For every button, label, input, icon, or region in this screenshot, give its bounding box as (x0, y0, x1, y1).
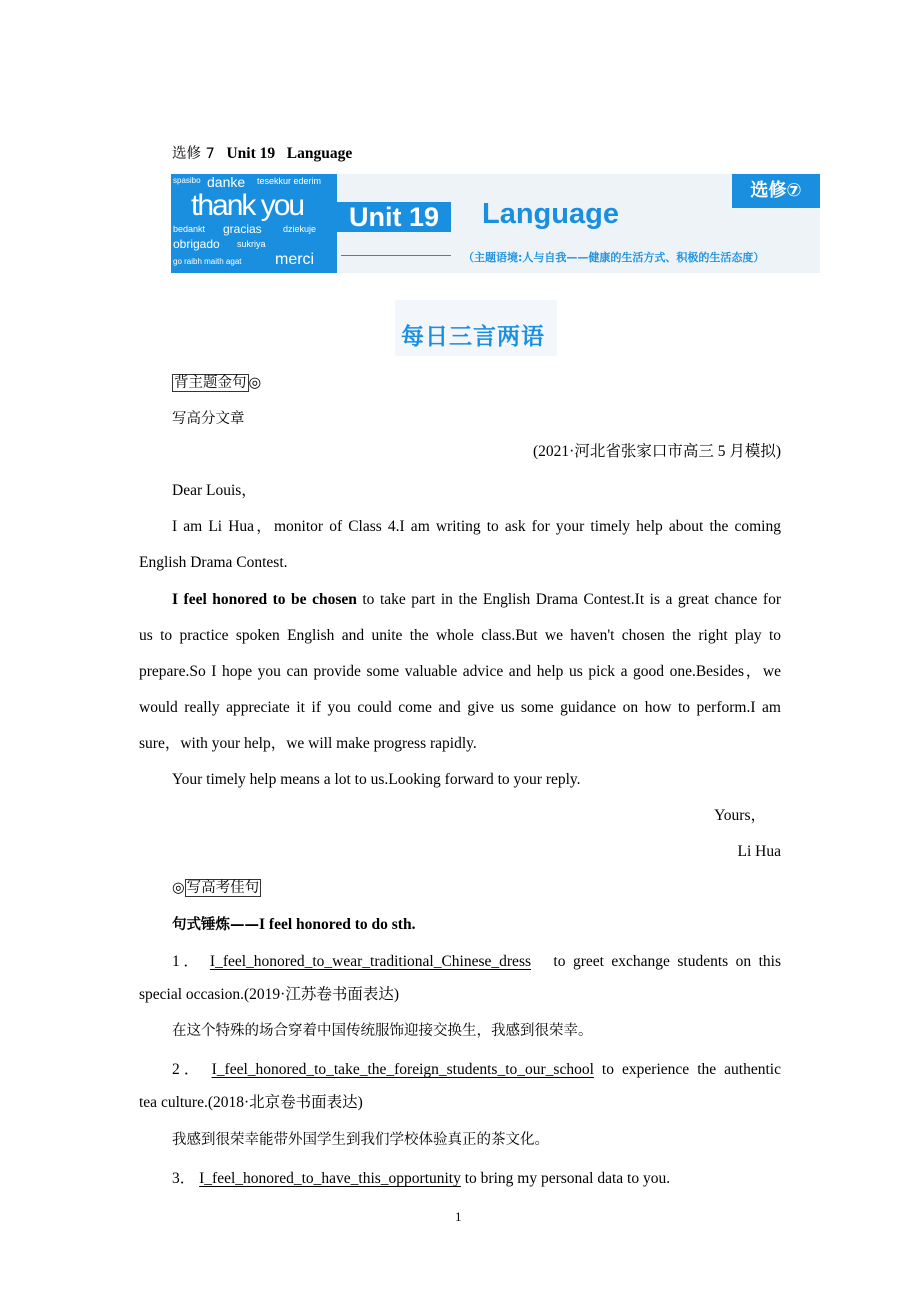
cloud-word: merci (275, 251, 315, 268)
banner-module-tag: 选修⑦ (732, 174, 820, 208)
letter-line (172, 590, 781, 610)
module-label: 选修 7 (172, 146, 215, 162)
letter-signature: Li Hua (737, 843, 781, 860)
source-note: (2021·河北省张家口市高三 5 月模拟) (533, 443, 781, 460)
cloud-word: thank you (191, 189, 304, 222)
item-source: tea culture.(2018·北京卷书面表达) (139, 1094, 363, 1111)
letter-greeting: Dear Louis， (172, 482, 257, 499)
answer-underlined: I_feel_honored_to_wear_traditional_Chinese_dress (209, 953, 532, 970)
letter-line: would really appreciate it if you could come and give us some guidance on how to perform.I am (139, 699, 781, 716)
item-number: 2． (172, 1061, 204, 1078)
letter-line: sure，with your help，we will make progress rapidly. (139, 735, 477, 752)
cloud-word: dziekuje (283, 224, 317, 234)
item-1 (172, 952, 781, 972)
cloud-word: danke (207, 174, 246, 190)
letter-closing: Yours， (714, 807, 766, 824)
item-text: to bring my personal data to you. (460, 1170, 671, 1187)
answer-underlined: I_feel_honored_to_have_this_opportunity (199, 1170, 461, 1187)
cloud-word: bedankt (173, 224, 206, 234)
letter-line: I am Li Hua，monitor of Class 4.I am writing to ask for your timely help about the coming (172, 518, 781, 535)
banner-subtitle: （主题语境:人与自我——健康的生活方式、积极的生活态度） (463, 251, 765, 264)
key-sentence: I feel honored to be chosen (172, 591, 357, 608)
logo-text: 每日三言两语 (401, 323, 545, 350)
unit-title: Language (286, 145, 353, 162)
answer-underlined: I_feel_honored_to_take_the_foreign_students_to_our_school (211, 1061, 594, 1078)
section2-label: 写高考佳句 (186, 880, 260, 896)
daily-phrases-logo (395, 300, 557, 356)
banner-unit: Unit 19 (337, 202, 451, 232)
item-3 (172, 1169, 670, 1189)
item-text: to experience the authentic (593, 1061, 781, 1078)
item-number: 3． (172, 1170, 196, 1187)
item-translation: 在这个特殊的场合穿着中国传统服饰迎接交换生，我感到很荣幸。 (172, 1023, 593, 1039)
banner-title: Language (482, 198, 619, 230)
unit-header (172, 144, 352, 164)
pattern-text: I feel honored to do sth. (259, 916, 416, 933)
letter-line: English Drama Contest. (139, 554, 288, 571)
unit-label: Unit 19 (226, 145, 276, 162)
cloud-word: tesekkur ederim (257, 176, 322, 186)
item-source: special occasion.(2019·江苏卷书面表达) (139, 986, 399, 1003)
thank-you-word-cloud (171, 174, 337, 273)
cloud-word: go raibh maith agat (173, 257, 242, 266)
section-mark: ◎ (248, 375, 262, 391)
letter-line: Your timely help means a lot to us.Looking forward to your reply. (172, 771, 581, 788)
letter-line: us to practice spoken English and unite the whole class.But we haven't chosen the right play to (139, 627, 781, 644)
letter-line: prepare.So I hope you can provide some valuable advice and help us pick a good one.Besides，we (139, 663, 781, 680)
cloud-word: obrigado (173, 237, 220, 251)
sentence-pattern (172, 915, 415, 935)
item-text: to greet exchange students on this (553, 953, 781, 970)
section2-heading (172, 878, 261, 898)
banner-rule (341, 255, 451, 256)
item-2 (172, 1060, 781, 1080)
cloud-word: sukriya (237, 239, 266, 249)
unit-banner (171, 174, 820, 273)
subsection-heading: 写高分文章 (172, 411, 245, 427)
section1-label: 背主题金句 (174, 375, 247, 391)
item-number: 1． (172, 953, 203, 970)
cloud-word: spasibo (173, 176, 201, 185)
letter-text: to take part in the English Drama Contest.It is a great chance for (356, 591, 781, 608)
item-translation: 我感到很荣幸能带外国学生到我们学校体验真正的茶文化。 (172, 1132, 549, 1148)
pattern-label: 句式锤炼—— (172, 917, 259, 933)
section1-heading (172, 373, 261, 393)
section-mark: ◎ (172, 880, 185, 896)
cloud-word: gracias (223, 222, 262, 236)
page-number: 1 (455, 1209, 462, 1224)
